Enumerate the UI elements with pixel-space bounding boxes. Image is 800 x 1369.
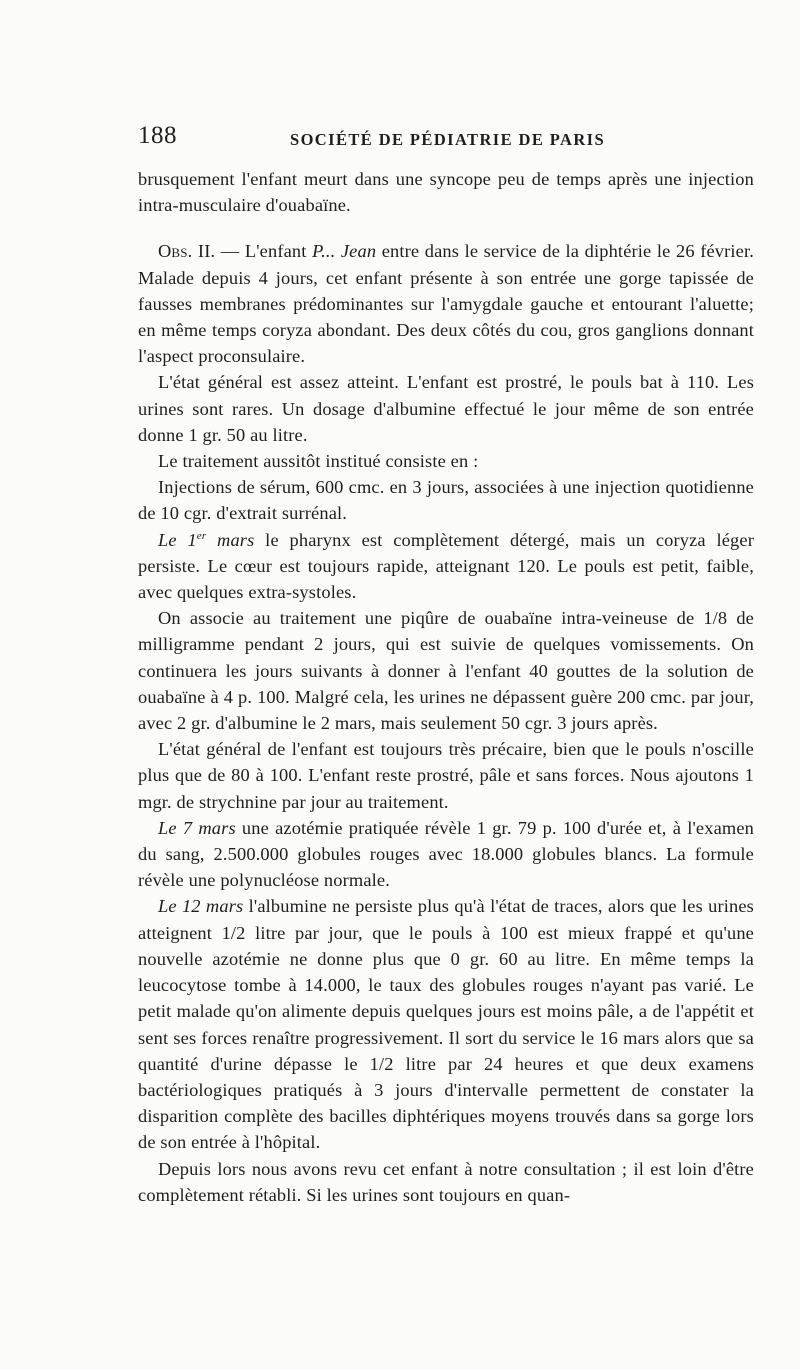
date-month: mars (206, 529, 255, 550)
body-text (138, 166, 754, 1208)
page-header (138, 122, 754, 152)
dated-paragraph (138, 893, 754, 1155)
paragraph-text: Le traitement aussitôt institué consiste en : (158, 451, 479, 472)
paragraph-text: Injections de sérum, 600 cmc. en 3 jours, associées à une injection quotidienne de 10 cgr. d'extrait surrénal. (138, 477, 754, 524)
date-label: Le 7 mars (158, 817, 236, 838)
paragraph (138, 369, 754, 448)
paragraph (138, 448, 754, 474)
patient-name: P... Jean (312, 241, 377, 262)
paragraph-text: Depuis lors nous avons revu cet enfant à notre consultation ; il est loin d'être complètement rétabli. Si les urines sont toujours en quan- (138, 1158, 754, 1205)
date-label: Le 12 mars (158, 896, 244, 917)
dated-paragraph (138, 527, 754, 606)
paragraph (138, 1156, 754, 1208)
running-title: SOCIÉTÉ DE PÉDIATRIE DE PARIS (290, 130, 606, 149)
obs-number: II. — L'enfant (192, 241, 313, 262)
paragraph-text: une azotémie pratiquée révèle 1 gr. 79 p. 100 d'urée et, à l'examen du sang, 2.500.000 globules rouges avec 18.000 globules blancs. La formule révèle une polynucléose normale. (138, 817, 754, 891)
paragraph-text: brusquement l'enfant meurt dans une syncope peu de temps après une injection intra-musculaire d'ouabaïne. (138, 169, 754, 216)
observation-heading-paragraph (138, 238, 754, 369)
paragraph-text: l'albumine ne persiste plus qu'à l'état de traces, alors que les urines atteignent 1/2 litre par jour, que le pouls à 100 est mieux frappé et qu'une nouvelle azotémie ne donne plus que 0 gr. 60 au litre. En même temps la leucocytose tombe à 14.000, le taux des globules rouges n'ayant pas varié. Le petit malade qu'on alimente depuis quelques jours est moins pâle, a de l'appétit et sent ses forces renaître progressivement. Il sort du service le 16 mars alors que sa quantité d'urine dépasse le 1/2 litre par 24 heures et que deux examens bactériologiques pratiqués à 3 jours d'intervalle permettent de constater la disparition complète des bacilles diphtériques moyens trouvés dans sa gorge lors de son entrée à l'hôpital. (138, 896, 754, 1153)
dated-paragraph (138, 815, 754, 894)
paragraph-continuation (138, 166, 754, 218)
paragraph (138, 605, 754, 736)
paragraph (138, 736, 754, 815)
paragraph-text: entre dans le service de la diphtérie le 26 février. Malade depuis 4 jours, cet enfant présente à son entrée une gorge tapissée de fausses membranes prédominantes sur l'amygdale gauche et entourant l'aluette; en même temps coryza abondant. Des deux côtés du cou, gros ganglions donnant l'aspect proconsulaire. (138, 241, 754, 367)
date-superscript: er (196, 529, 207, 542)
paragraph-text: le pharynx est complètement détergé, mais un coryza léger persiste. Le cœur est toujours rapide, atteignant 120. Le pouls est petit, faible, avec quelques extra-systoles. (138, 529, 754, 603)
paragraph-text: L'état général de l'enfant est toujours très précaire, bien que le pouls n'oscille plus que de 80 à 100. L'enfant reste prostré, pâle et sans forces. Nous ajoutons 1 mgr. de strychnine par jour au traitement. (138, 739, 754, 812)
obs-label: Obs. (158, 241, 193, 262)
paragraph (138, 474, 754, 526)
date-label (158, 530, 254, 550)
page-number: 188 (138, 122, 177, 149)
date-text: Le 1 (158, 529, 197, 550)
paragraph-text: On associe au traitement une piqûre de ouabaïne intra-veineuse de 1/8 de milligramme pendant 2 jours, qui est suivie de quelques vomissements. On continuera les jours suivants à donner à l'enfant 40 gouttes de la solution de ouabaïne à 4 p. 100. Malgré cela, les urines ne dépassent guère 200 cmc. par jour, avec 2 gr. d'albumine le 2 mars, mais seulement 50 cgr. 3 jours après. (138, 608, 754, 734)
paragraph-text: L'état général est assez atteint. L'enfant est prostré, le pouls bat à 110. Les urines sont rares. Un dosage d'albumine effectué le jour même de son entrée donne 1 gr. 50 au litre. (138, 372, 754, 445)
